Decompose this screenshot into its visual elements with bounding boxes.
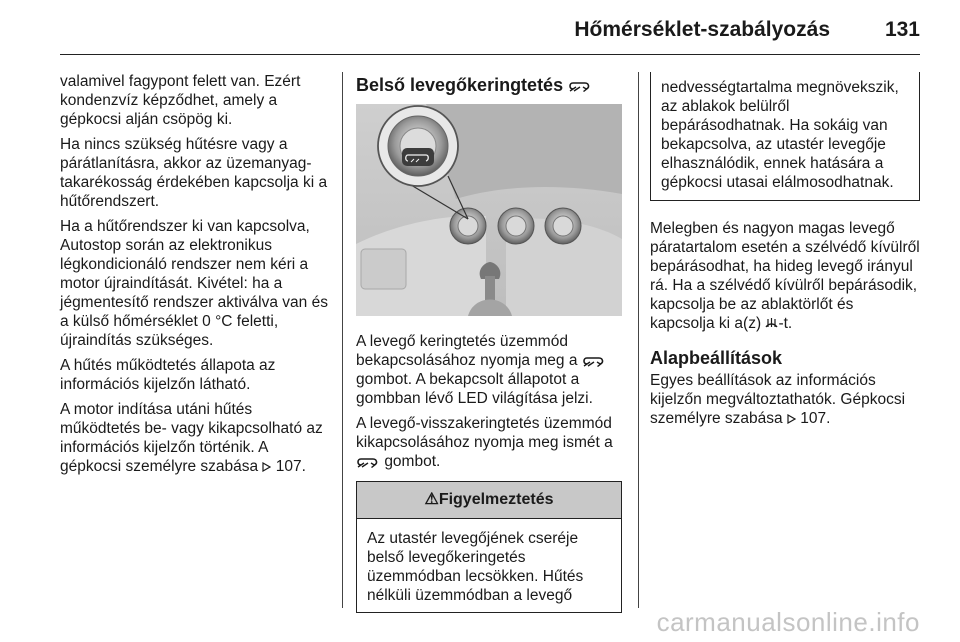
column-middle [356, 72, 622, 613]
page-reference[interactable]: 107. [275, 458, 306, 475]
column-divider-right [638, 72, 639, 608]
paragraph: Egyes beállítások az információs kijelzőn megváltoztathatók. Gépkocsi személyre szabása 107. [650, 372, 906, 427]
page-reference-icon [262, 462, 271, 472]
section-title: Alapbeállítások [650, 348, 783, 368]
paragraph: A hűtés működtetés állapota az információs kijelzőn látható. [60, 357, 276, 393]
page-reference-icon [787, 414, 796, 424]
warning-box [356, 481, 622, 613]
air-recirculation-icon [356, 456, 380, 468]
paragraph: valamivel fagypont felett van. Ezért kondenzvíz képződhet, amely a gépkocsi alján csöpög ki. [60, 73, 301, 128]
warning-header [357, 482, 621, 519]
warning-title: Figyelmeztetés [438, 491, 554, 508]
watermark: carmanualsonline.info [656, 607, 920, 637]
paragraph-text: A motor indítása utáni hűtés működtetés be- vagy kikapcsolható az információs kijelzőn történik. A gépkocsi személyre szabása [60, 401, 323, 475]
page-number: 131 [884, 18, 920, 41]
column-divider-left [342, 72, 343, 608]
air-recirculation-icon [582, 355, 606, 367]
climate-control-panel-photo [356, 104, 622, 316]
paragraph: A levegő keringtetés üzemmód bekapcsolásához nyomja meg a gombot. A bekapcsolt állapotot a gombban lévő LED világítása jelzi. [356, 332, 622, 408]
column-right [650, 72, 922, 434]
warning-text: Az utastér levegőjének cseréje belső levegőkeringetés üzemmódban lecsökken. Hűtés nélküli üzemmódban a levegő [367, 530, 584, 604]
column-left [60, 72, 332, 482]
paragraph: Melegben és nagyon magas levegő páratartalom esetén a szélvédő kívülről bepárásodhat, ha hideg levegő irányul rá. Ha a szélvédő kívülről bepárásodik, kapcsolja be az ablaktörlőt és kapcsolja ki a(z) -t. [650, 220, 920, 332]
section-title: Belső levegőkeringtetés [356, 74, 622, 96]
paragraph: A levegő-visszakeringtetés üzemmód kikapcsolásához nyomja meg ismét a gombot. [356, 415, 613, 470]
warning-box-continued: nedvességtartalma megnövekszik, az ablakok belülről bepárásodhatnak. Ha sokáig van bekapcsolva, az utastér levegője elhasználódik, ennek hatására a gépkocsi utasai elálmosodhatnak. [650, 72, 920, 201]
windshield-wiper-icon [765, 317, 778, 329]
page-title: Hőmérséklet-szabályozás [574, 18, 830, 41]
paragraph [60, 400, 332, 476]
paragraph: Ha a hűtőrendszer ki van kapcsolva, Autostop során az elektronikus légkondicionáló rendszer nem kéri a motor újraindítását. Kivétel: ha a jégmentesítő rendszer aktiválva van és a külső hőmérséklet 0 °C feletti, újraindítás szükséges. [60, 218, 328, 349]
paragraph: Ha nincs szükség hűtésre vagy a párátlanításra, akkor az üzemanyag-takarékosság érdekében kapcsolja ki a hűtőrendszert. [60, 136, 328, 210]
page-reference[interactable]: 107. [800, 410, 831, 427]
warning-icon: ⚠ [424, 491, 439, 508]
air-recirculation-icon [568, 80, 592, 92]
page-header [60, 14, 920, 55]
